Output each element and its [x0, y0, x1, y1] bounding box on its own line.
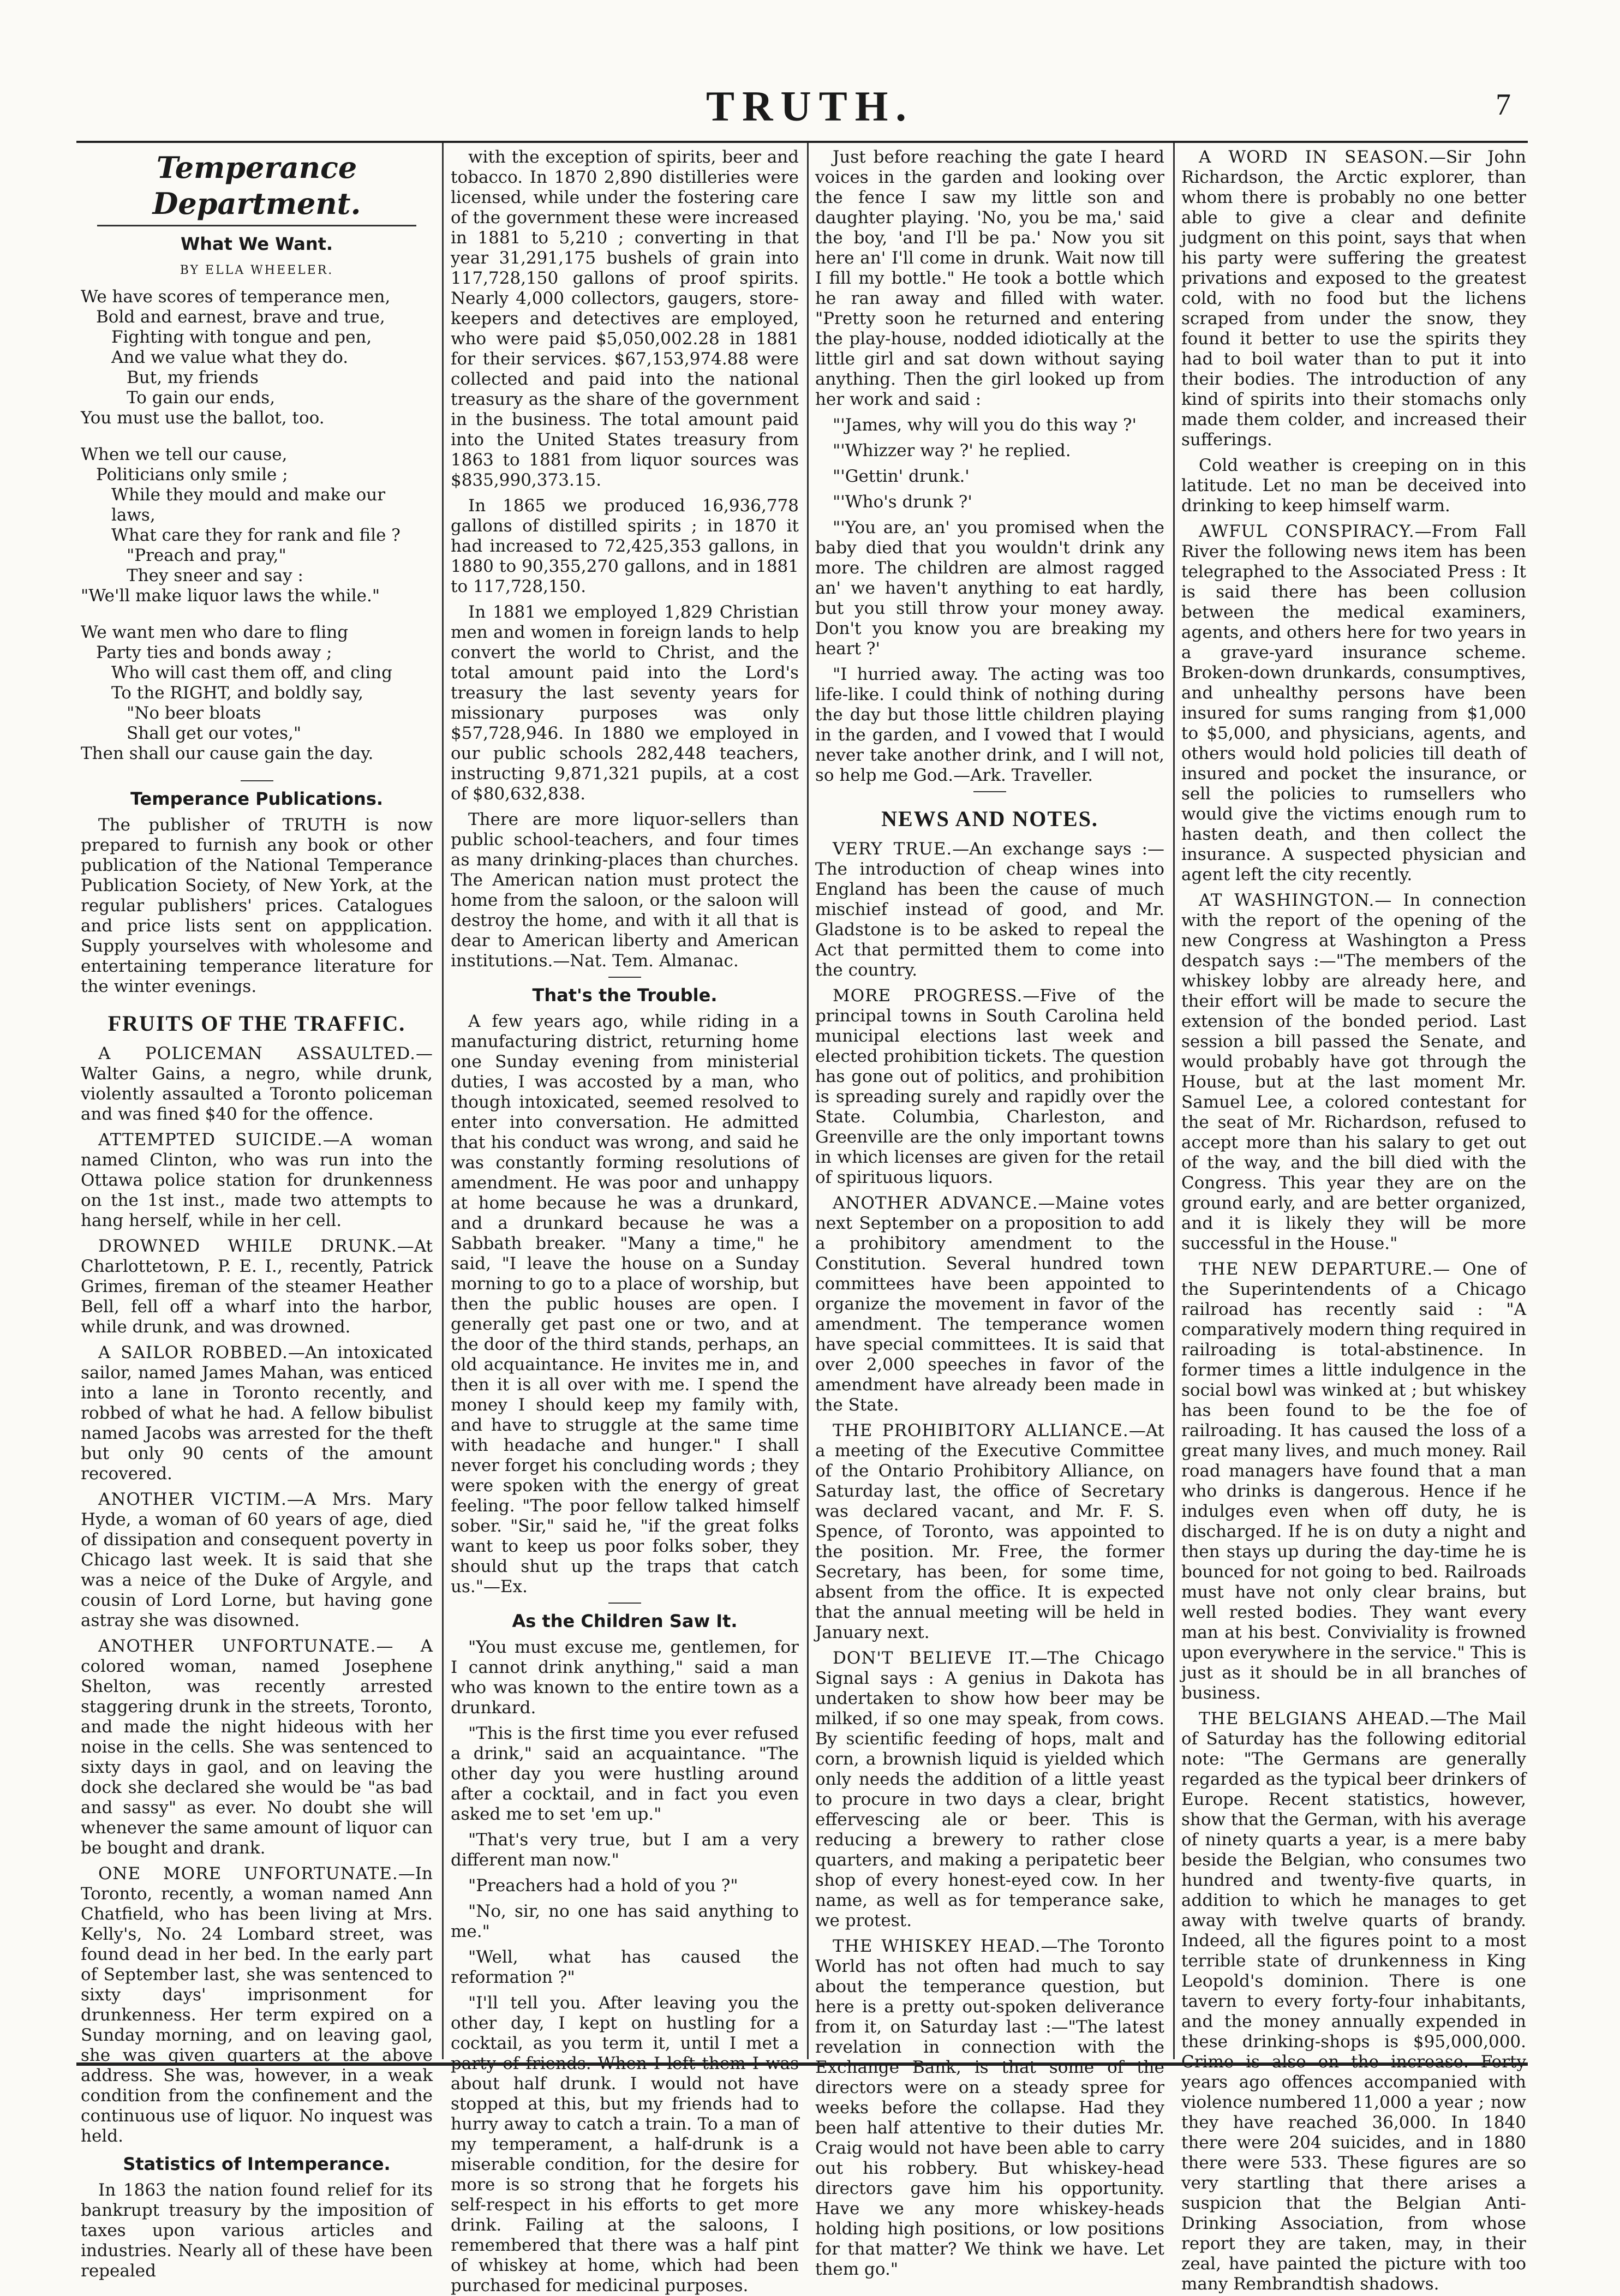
- poem-line: What care they for rank and file ?: [111, 525, 400, 545]
- poem-line: Shall get our votes,": [127, 724, 302, 743]
- column-3: [815, 147, 1164, 2279]
- paragraph: "'Who's drunk ?': [833, 492, 972, 512]
- news-item: [815, 1421, 1164, 1643]
- newspaper-title: TRUTH.: [706, 82, 914, 130]
- poem-line: Then shall our cause gain the day.: [81, 744, 374, 763]
- column-divider: [442, 143, 444, 2059]
- poem-line: But, my friends: [127, 368, 259, 387]
- news-item: [1181, 890, 1526, 1254]
- poem-line: We have scores of temperance men,: [81, 287, 391, 307]
- paragraph: with the exception of spirits, beer and tobacco. In 1870 2,890 distilleries were licensed, while under the fostering care of the government these were increased in 1881 to 5,210 ; converting in that year 31,291,175 bushels of grain into 117,728,150 gallons of proof spirits. Nearly 4,000 collectors, gaugers, store-keepers and detectives are employed, who were paid $5,050,002.28 in 1881 for their services. $67,153,974.88 were collected and paid into the national treasury as the share of the government in the business. The total amount paid into the United States treasury from 1863 to 1881 from liquor sources was $835,990,373.15.: [451, 147, 799, 490]
- news-items-continued: [1181, 147, 1526, 2294]
- paragraph: "I'll tell you. After leaving you the other day, I kept on hustling for a cocktail, as you term it, until I met a party of friends. When I left them I was about half drunk. I would not have stopped at this, but my friends had to hurry away to catch a train. To a man of my temperament, a half-drunk is a miserable condition, for the desire for more is so strong that he forgets his self-respect in his efforts to get more drink. Failing at the saloons, I remembered that there was a half pint of whiskey at home, which had been purchased for medicinal purposes.: [451, 1993, 799, 2295]
- poem-byline: BY ELLA WHEELER.: [180, 264, 334, 277]
- item-lead: ATTEMPTED SUICIDE.: [98, 1130, 323, 1150]
- paragraph: "You must excuse me, gentlemen, for I cannot drink anything," said a man who was known to the entire town as a drunkard.: [451, 1637, 799, 1718]
- news-item: [81, 1490, 433, 1631]
- column-1: [81, 147, 433, 2281]
- poem-line: And we value what they do.: [111, 348, 349, 367]
- paragraph: Just before reaching the gate I heard voices in the garden and looking over the fence I saw my little son and daughter playing. 'No, you be ma,' said the boy, 'and I'll be pa.' Now you sit here an' I'll come in drunk. Wait now till I fill my bottle." He took a bottle which he ran away and filled with water. "Pretty soon he returned and entering the play-house, nodded idiotically at the little girl and sat down without saying anything. Then the girl looked up from her work and said :: [815, 147, 1164, 409]
- paragraph: "I hurried away. The acting was too life-like. I could think of nothing during the day but those little children playing in the garden, and I vowed that I would never take another drink, and I will not, so help me God.—Ark. Traveller.: [815, 665, 1164, 785]
- department-heading: Temperance Department.: [152, 150, 361, 221]
- paragraph: There are more liquor-sellers than public school-teachers, and four times as many drinking-places than churches. The American nation must protect the home from the saloon, or the saloon will destroy the home, and with it all that is dear to American liberty and American institutions.—Nat. Tem. Almanac.: [451, 810, 799, 971]
- item-lead: ONE MORE UNFORTUNATE.: [98, 1864, 398, 1884]
- item-lead: A POLICEMAN ASSAULTED.: [98, 1044, 416, 1063]
- poem-stanza: [81, 623, 433, 764]
- item-text: —At Charlottetown, P. E. I., recently, Patrick Grimes, fireman of the steamer Heather Bell, fell off a wharf into the harbor, while drunk, and was drowned.: [81, 1236, 433, 1337]
- poem-line: While they mould and make our laws,: [111, 485, 386, 525]
- publications-heading: Temperance Publications.: [130, 788, 384, 809]
- page-bottom-rule: [76, 2062, 1528, 2066]
- item-lead: AWFUL CONSPIRACY.: [1199, 522, 1415, 541]
- publications-text: The publisher of TRUTH is now prepared to furnish any book or other publication of the National Temperance Publication Society, of New York, at the regular publishers' prices. Catalogues and price lists sent on appplication. Supply yourselves with wholesome and entertaining temperance literature for the winter evenings.: [81, 815, 433, 996]
- heading-rule: [97, 225, 416, 226]
- statistics-continued: [451, 147, 799, 971]
- column-2: [451, 147, 799, 2295]
- item-lead: A SAILOR ROBBED.: [98, 1343, 288, 1362]
- news-item: [1181, 1709, 1526, 2294]
- item-text: — One of the Superintendents of a Chicago railroad has recently said : "A comparatively modern thing required in railroading is total-abstinence. In former times a little indulgence in the social bowl was winked at ; but whiskey has been found to be the foe of railroading. It has caused the loss of a great many lives, and much money. Rail road managers have found that a man who drinks is dangerous. Hence if he indulges even when off duty, he is discharged. If he is on duty a night and then stays up during the day-time he is bounced for not going to bed. Railroads must have not only clear brains, but well rested bodies. They want every man at his best. Conviviality is frowned upon everywhere in the service." This is just as it should be in all branches of business.: [1181, 1259, 1526, 1703]
- news-item: [815, 986, 1164, 1188]
- poem-line: "Preach and pray,": [127, 546, 286, 565]
- children-heading: As the Children Saw It.: [512, 1611, 738, 1631]
- section-rule: [241, 780, 273, 781]
- item-text: —An intoxicated sailor, named James Mahan, was enticed into a lane in Toronto recently, and robbed of what he had. A fellow bibulist named Jacobs was arrested for the theft but only 90 cents of the amount recovered.: [81, 1343, 433, 1484]
- poem-line: We want men who dare to fling: [81, 623, 349, 642]
- poem-line: "We'll make liquor laws the while.": [81, 586, 380, 606]
- item-lead: ANOTHER UNFORTUNATE.: [98, 1636, 376, 1656]
- poem-line: They sneer and say :: [127, 566, 303, 585]
- item-text: —An exchange says :—The introduction of cheap wines into England has been the cause of much mischief instead of good, and Mr. Gladstone is to be asked to repeal the Act that permitted them to come into the country.: [815, 839, 1164, 980]
- news-item: [81, 1636, 433, 1858]
- paragraph: "'Gettin' drunk.': [833, 467, 970, 486]
- news-item: [815, 839, 1164, 980]
- paragraph: "'You are, an' you promised when the baby died that you wouldn't drink any more. The children are almost ragged an' we haven't anything to eat hardly, but you still throw your money away. Don't you know you are breaking my heart ?': [815, 518, 1164, 659]
- item-lead: DROWNED WHILE DRUNK.: [98, 1236, 397, 1256]
- paragraph: "'Whizzer way ?' he replied.: [833, 441, 1071, 461]
- poem-line: To gain our ends,: [127, 388, 276, 408]
- item-lead: VERY TRUE.: [833, 839, 953, 859]
- item-text: —Five of the principal towns in South Carolina held municipal elections last week and elected prohibition tickets. The question has gone out of politics, and prohibition is spreading surely and rapidly over the State. Columbia, Charleston, and Greenville are the only important towns in which licenses are given for the retail of spirituous liquors.: [815, 986, 1164, 1187]
- poem-stanza: [81, 445, 433, 606]
- poem-line: Who will cast them off, and cling: [111, 663, 392, 683]
- trouble-text: A few years ago, while riding in a manufacturing district, returning home one Sunday evening from ministerial duties, I was accosted by a man, who though intoxicated, seemed resolved to enter into conversation. He admitted that his conduct was wrong, and said he was constantly forming resolutions of amendment. He was poor and unhappy at home because he was a drunkard, and a drunkard because he was a Sabbath breaker. "Many a time," he said, "I leave the house on a Sunday morning to go to a place of worship, but then the public houses are open. I generally get past one or two, and at the door of the third stands, perhaps, an old acquaintance. He invites me in, and then it is all over with me. I spend the money I should keep my family with, and have to struggle at the same time with headache and hunger." I shall never forget his concluding words ; they were spoken with the energy of great feeling. "The poor fellow talked himself sober. "Sir," said he, "if the great folks want to keep us poor folks sober, they should shut up the traps that catch us."—Ex.: [451, 1012, 799, 1597]
- item-text: —Maine votes next September on a proposition to add a prohibitory amendment to the Constitution. Several hundred town committees have been appointed to organize the movement in favor of the amendment. The temperance women have special committees. It is said that over 2,000 speeches in favor of the amendment have already been made in the State.: [815, 1193, 1164, 1415]
- paragraph: "Well, what has caused the reformation ?": [451, 1947, 799, 1987]
- news-item: [1181, 522, 1526, 885]
- poem-line: Bold and earnest, brave and true,: [96, 307, 385, 327]
- item-text: — In connection with the report of the opening of the new Congress at Washington a Press despatch says :—"The members of the whiskey lobby are already here, and their effort will be made to secure the extension of the bonded period. Last session a bill passed the Senate, and would probably have got through the House, but at the last moment Mr. Samuel Lee, a colored contestant for the seat of Mr. Richardson, refused to accept more than his salary to get out of the way, and the bill died with the Congress. This year they are on the ground early, and are better organized, and it is likely they will be more successful in the House.": [1181, 890, 1526, 1253]
- item-lead: THE BELGIANS AHEAD.: [1199, 1709, 1430, 1729]
- item-text: —Sir John Richardson, the Arctic explorer, than whom there is probably no one better able to give a clear and definite judgment on this point, says that when his party were suffering the greatest privations and exposed to the greatest cold, with no food but the lichens scraped from under the snow, they found it better to use the spirits they had to boil water than to put it into their bodies. The introduction of any kind of spirits into their stomachs only made them colder, and increased their sufferings.: [1181, 147, 1526, 450]
- paragraph: "Preachers had a hold of you ?": [468, 1876, 738, 1896]
- poem-line: Politicians only smile ;: [96, 465, 288, 485]
- poem-stanza: [81, 287, 433, 428]
- news-item: [1181, 147, 1526, 450]
- news-item: [1181, 1259, 1526, 1703]
- paragraph: In 1881 we employed 1,829 Christian men and women in foreign lands to help convert the world to Christ, and the total amount paid into the Lord's treasury the last seventy years for missionary purposes was only $57,728,946. In 1880 we employed in our public schools 282,448 teachers, instructing 9,871,321 pupils, at a cost of $80,632,838.: [451, 602, 799, 804]
- masthead-rule: [76, 141, 1528, 143]
- item-lead: THE WHISKEY HEAD.: [833, 1936, 1041, 1956]
- trouble-heading: That's the Trouble.: [532, 985, 718, 1006]
- news-item: [815, 1936, 1164, 2280]
- column-divider: [1173, 143, 1175, 2059]
- item-text: —The Chicago Signal says : A genius in Dakota has undertaken to show how beer may be milked, if so one may speak, from cows. By scientific feeding of hops, malt and corn, a brownish liquid is yielded which only needs the addition of a little yeast to procure in two days a clear, bright effervescing ale or beer. This is reducing a brewery to rather close quarters, and making a peripatetic beer shop of every honest-eyed cow. In her name, as well as for temperance sake, we protest.: [815, 1648, 1164, 1930]
- item-text: —In Toronto, recently, a woman named Ann Chatfield, who has been living at Mrs. Kelly's, No. 24 Lombard street, was found dead in her bed. In the early part of September last, she was sentenced to sixty days' imprisonment for drunkenness. Her term expired on a Sunday morning, and on leaving gaol, she was given quarters at the above address. She was, however, in a weak condition from the confinement and the continuous use of liquor. No inquest was held.: [81, 1864, 433, 2146]
- paragraph: "'James, why will you do this way ?': [833, 415, 1137, 435]
- paragraph: "This is the first time you ever refused a drink," said an acquaintance. "The other day you were hustling around after a cocktail, and in fact you even asked me to set 'em up.": [451, 1724, 799, 1824]
- news-item: [815, 1193, 1164, 1415]
- poem-line: To the RIGHT, and boldly say,: [111, 683, 363, 703]
- item-text: —At a meeting of the Executive Committee of the Ontario Prohibitory Alliance, on Saturday last, the office of Secretary was declared vacant, and Mr. F. S. Spence, of Toronto, was appointed to the position. Mr. Free, the former Secretary, has been, for some time, absent from the office. It is expected that the annual meeting will be held in January next.: [815, 1421, 1164, 1642]
- news-heading: NEWS AND NOTES.: [881, 806, 1098, 831]
- section-rule: [608, 1603, 641, 1604]
- item-lead: AT WASHINGTON.: [1199, 890, 1375, 910]
- poem-line: When we tell our cause,: [81, 445, 288, 464]
- item-text: —A woman named Clinton, who was run into the Ottawa police station for drunkenness on the 1st inst., made two attempts to hang herself, while in her cell.: [81, 1130, 433, 1230]
- poem: [81, 287, 433, 764]
- item-lead: THE NEW DEPARTURE.: [1199, 1259, 1433, 1279]
- item-lead: A WORD IN SEASON.: [1199, 147, 1430, 167]
- news-item: [81, 1864, 433, 2146]
- column-4: [1181, 147, 1526, 2294]
- news-item: [815, 1648, 1164, 1931]
- paragraph: "That's very true, but I am a very different man now.": [451, 1830, 799, 1870]
- page-number: 7: [1496, 88, 1511, 122]
- poem-title: What We Want.: [180, 234, 333, 254]
- children-story: [451, 1637, 799, 2296]
- item-text: —From Fall River the following news item has been telegraphed to the Associated Press : It is said there has been collusion between the medical examiners, agents, and others here for two years in a grave-yard insurance scheme. Broken-down drunkards, consumptives, and unhealthy persons have been insured for sums ranging from $1,000 to $5,000, and physicians, agents, and others would hold policies till death of insured and pocket the insurance, or sell the policies to rumsellers who would give the victims enough rum to hasten death, and then collect the insurance. A suspected physician and agent left the city recently.: [1181, 522, 1526, 884]
- fruits-heading: FRUITS OF THE TRAFFIC.: [107, 1011, 406, 1036]
- section-rule: [608, 977, 641, 978]
- poem-line: "No beer bloats: [127, 703, 261, 723]
- news-item: [81, 1236, 433, 1337]
- children-story-continued: [815, 147, 1164, 786]
- poem-line: You must use the ballot, too.: [81, 408, 325, 428]
- column-divider: [807, 143, 809, 2059]
- item-lead: DON'T BELIEVE IT.: [833, 1648, 1031, 1668]
- paragraph: "No, sir, no one has said anything to me.": [451, 1902, 799, 1941]
- news-item: [81, 1343, 433, 1484]
- item-text: — A colored woman, named Josephene Shelton, was recently arrested staggering drunk in the streets, Toronto, and made the night hideous with her noise in the cells. She was sentenced to sixty days in gaol, and on leaving the dock she declared she would be "as bad and sassy" as ever. No doubt she will whenever the same amount of liquor can be bought and drank.: [81, 1636, 433, 1858]
- poem-line: Fighting with tongue and pen,: [111, 327, 372, 347]
- item-lead: ANOTHER VICTIM.: [98, 1490, 287, 1509]
- poem-line: Party ties and bonds away ;: [96, 643, 332, 662]
- masthead: [0, 82, 1620, 142]
- item-text: —A Mrs. Mary Hyde, a woman of 60 years of age, died of dissipation and consequent poverty in Chicago last week. It is said that she was a neice of the Duke of Argyle, and cousin of Lord Lorne, but having gone astray she was disowned.: [81, 1490, 433, 1630]
- section-rule: [973, 791, 1006, 792]
- item-lead: MORE PROGRESS.: [833, 986, 1023, 1006]
- statistics-heading: Statistics of Intemperance.: [123, 2154, 391, 2174]
- news-item: [1181, 456, 1526, 516]
- item-lead: THE PROHIBITORY ALLIANCE.: [833, 1421, 1129, 1440]
- news-item: [81, 1044, 433, 1125]
- item-text: —The Mail of Saturday has the following editorial note: "The Germans are generally regarded as the typical beer drinkers of Europe. Recent statistics, however, show that the German, with his average of ninety quarts a year, is a mere baby beside the Belgian, who consumes two hundred and twenty-five quarts, in addition to which he manages to get away with twelve quarts of brandy. Indeed, all the figures point to a most terrible state of drunkenness in King Leopold's dominion. There is one tavern to every forty-four inhabitants, and the money annually expended in these drinking-shops is $95,000,000. Crime is also on the increase. Forty years ago offences accompanied with violence numbered 11,000 a year ; now they have reached 36,000. In 1840 there were 204 suicides, and in 1880 there were 533. These figures are so very startling that there arises a suspicion that the Belgian Anti-Drinking Association, from whose report they are taken, may, in their zeal, have painted the picture with too many Rembrandtish shadows.: [1181, 1709, 1526, 2294]
- item-text: —The Toronto World has not often had much to say about the temperance question, but here is a pretty out-spoken deliverance from it, on Saturday last :—"The latest revelation in connection with the Exchange Bank, is that some of the directors were on a steady spree for weeks before the collapse. Had they been half attentive to their duties Mr. Craig would not have been able to carry out his robbery. But whiskey-head directors gave him his opportunity. Have we any more whiskey-heads holding high positions, or low positions for that matter? We think we have. Let them go.": [815, 1936, 1164, 2279]
- fruits-items: [81, 1044, 433, 2146]
- item-lead: ANOTHER ADVANCE.: [833, 1193, 1038, 1213]
- item-text: Cold weather is creeping on in this latitude. Let no man be deceived into drinking to keep himself warm.: [1181, 456, 1526, 516]
- paragraph: In 1865 we produced 16,936,778 gallons of distilled spirits ; in 1870 it had increased to 72,425,353 gallons, in 1880 to 90,355,270 gallons, and in 1881 to 117,728,150.: [451, 496, 799, 596]
- news-item: [81, 1130, 433, 1231]
- item-text: — Walter Gains, a negro, while drunk, violently assaulted a Toronto policeman and was fined $40 for the offence.: [81, 1044, 433, 1124]
- statistics-text: In 1863 the nation found relief for its bankrupt treasury by the imposition of taxes upon various articles and industries. Nearly all of these have been repealed: [81, 2180, 433, 2281]
